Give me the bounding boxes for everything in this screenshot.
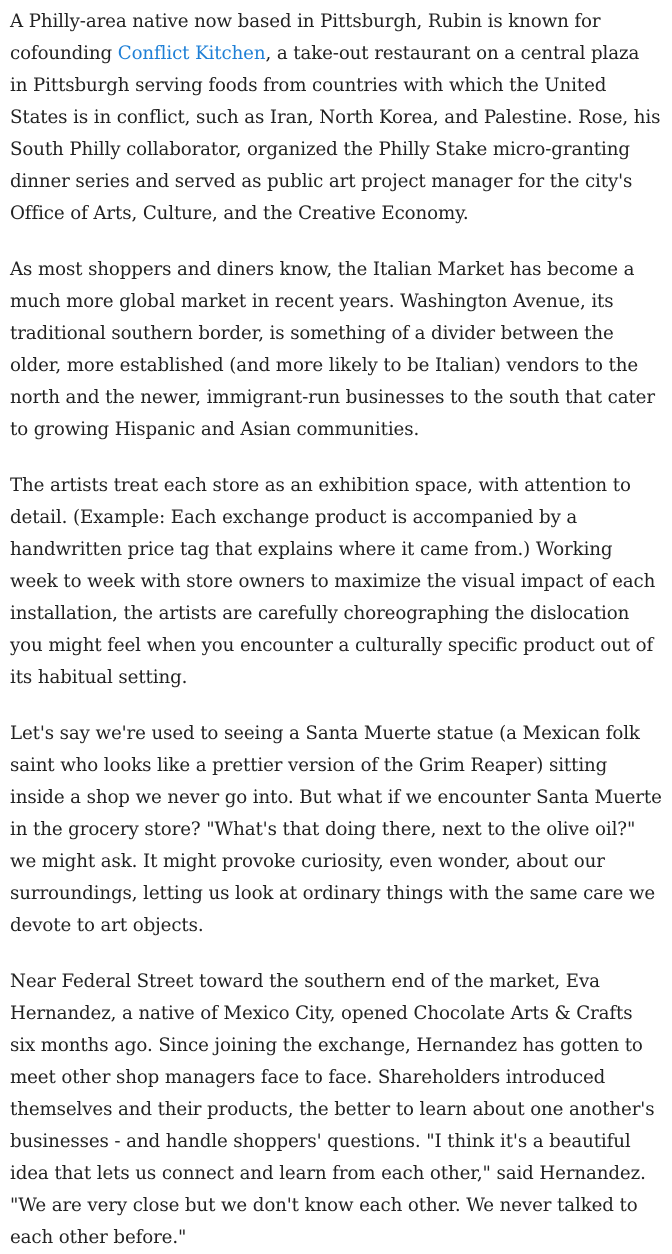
paragraph-text: A Philly-area native now based in Pittsburgh, Rubin is known for cofounding [10,11,601,64]
paragraph-conflict-kitchen [10,6,662,230]
paragraph-text: , a take-out restaurant on a central plaza in Pittsburgh serving foods from countries with which the United States is in conflict, such as Iran, North Korea, and Palestine. Rose, his South Philly collaborator, organized the Philly Stake micro-granting dinner series and served as public art project manager for the city's Office of Arts, Culture, and the Creative Economy. [10,43,661,224]
paragraph-exhibition-space: The artists treat each store as an exhibition space, with attention to detail. (Example: Each exchange product is accompanied by a handwritten price tag that explains where it came from.) Working week to week with store owners to maximize the visual impact of each installation, the artists are carefully choreographing the dislocation you might feel when you encounter a culturally specific product out of its habitual setting. [10,475,656,688]
paragraph-santa-muerte: Let's say we're used to seeing a Santa Muerte statue (a Mexican folk saint who looks like a prettier version of the Grim Reaper) sitting inside a shop we never go into. But what if we encounter Santa Muerte in the grocery store? "What's that doing there, next to the olive oil?" we might ask. It might provoke curiosity, even wonder, about our surroundings, letting us look at ordinary things with the same care we devote to art objects. [10,723,662,936]
conflict-kitchen-link[interactable]: Conflict Kitchen [117,43,266,64]
paragraph-eva-hernandez: Near Federal Street toward the southern end of the market, Eva Hernandez, a native of Mexico City, opened Chocolate Arts & Crafts six months ago. Since joining the exchange, Hernandez has gotten to meet other shop managers face to face. Shareholders introduced themselves and their products, the better to learn about one another's businesses - and handle shoppers' questions. "I think it's a beautiful idea that lets us connect and learn from each other," said Hernandez. "We are very close but we don't know each other. We never talked to each other before." [10,971,655,1248]
paragraph-global-market: As most shoppers and diners know, the Italian Market has become a much more global market in recent years. Washington Avenue, its traditional southern border, is something of a divider between the older, more established (and more likely to be Italian) vendors to the north and the newer, immigrant-run businesses to the south that cater to growing Hispanic and Asian communities. [10,259,655,440]
